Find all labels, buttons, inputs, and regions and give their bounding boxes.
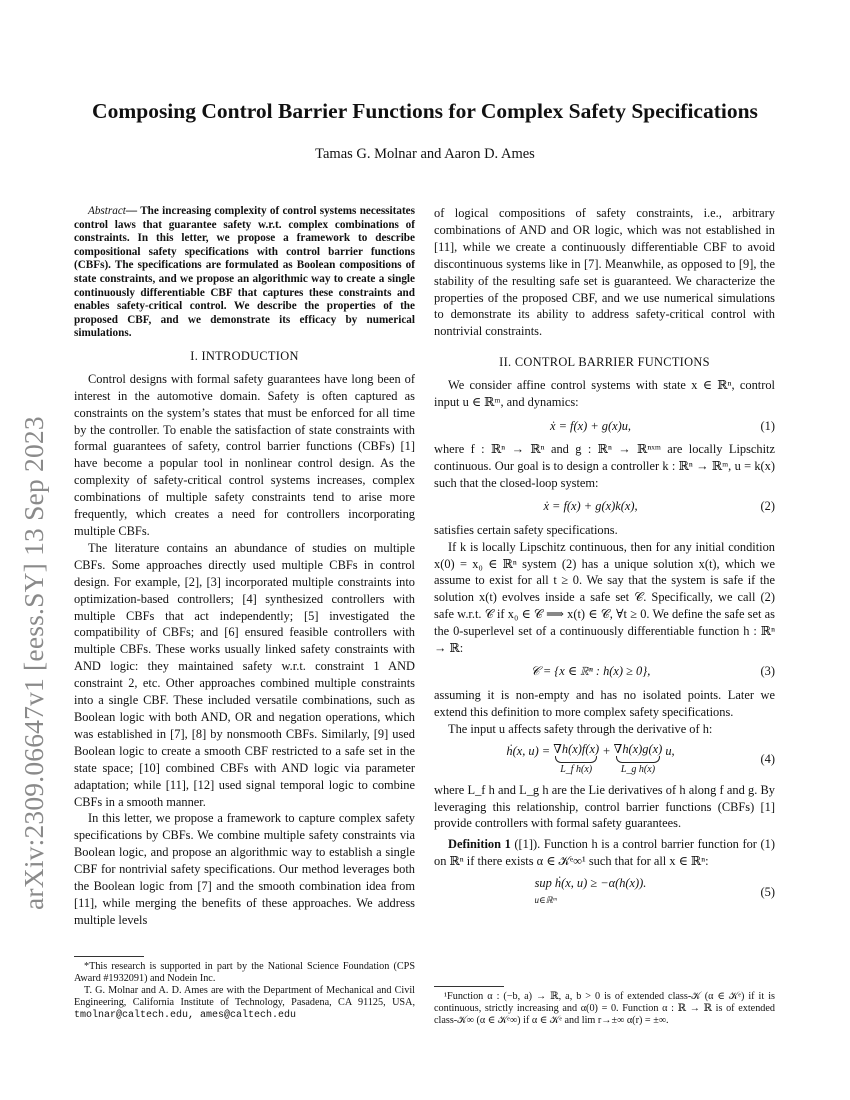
cbf-paragraph: assuming it is non-empty and has no isolated points. Later we extend this definition to more complex safety specifications.	[434, 687, 775, 719]
right-footnotes	[434, 980, 775, 1027]
equation-4-number: (4)	[760, 752, 775, 767]
cbf-paragraph: If k is locally Lipschitz continuous, then for any initial condition x(0) = x₀ ∈ ℝⁿ system (2) has a unique solution x(t), which we assume to exist for all t ≥ 0. We say that the system is safe if the solution x(t) evolves inside a safe set 𝒞. Specifically, we call (2) safe w.r.t. 𝒞 if x₀ ∈ 𝒞 ⟹ x(t) ∈ 𝒞, ∀t ≥ 0. We define the safe set as the 0-superlevel set of a continuously differentiable function h : ℝⁿ → ℝ:	[434, 539, 775, 656]
equation-3-number: (3)	[760, 664, 775, 679]
abstract-text: — The increasing complexity of control systems necessitates control laws that guarantee safety w.r.t. complex combinations of constraints. In this letter, we propose a framework to describe compositional safety specifications with control barrier functions (CBFs). The specifications are formulated as Boolean compositions of state constraints, and we propose an algorithmic way to create a single continuously differentiable CBF that captures these constraints and enables safety-critical control. We describe the properties of the proposed CBF, and we demonstrate its efficacy by numerical simulations.	[74, 205, 415, 340]
left-footnotes	[74, 950, 415, 1022]
cbf-paragraph: where f : ℝⁿ → ℝⁿ and g : ℝⁿ → ℝⁿˣᵐ are locally Lipschitz continuous. Our goal is to design a controller k : ℝⁿ → ℝᵐ, u = k(x) such that the closed-loop system:	[434, 441, 775, 490]
cbf-paragraph: satisfies certain safety specifications.	[434, 522, 618, 537]
footnote-rule	[434, 986, 504, 987]
arxiv-stamp: arXiv:2309.06647v1 [eess.SY] 13 Sep 2023	[18, 416, 49, 910]
equation-1-number: (1)	[760, 418, 775, 433]
left-column	[74, 205, 415, 929]
equation-5	[434, 870, 775, 914]
equation-1-body: ẋ = f(x) + g(x)u,	[549, 418, 632, 433]
intro-paragraph: Control designs with formal safety guarantees have long been of interest in the automotive domain. Safety is often captured as constraints on the system’s states that must be enforced for all time by the controller. To enable the satisfaction of state constraints with formal guarantees of safety, control barrier functions (CBFs) [1] have become a popular tool in nonlinear control design. As the complexity of safety-critical control systems increases, complex combinations of multiple safety constraints tend to arise more frequently, which creates a need for controllers incorporating multiple CBFs.	[74, 371, 415, 538]
section-heading-introduction: I. INTRODUCTION	[190, 348, 299, 363]
cbf-paragraph: The input u affects safety through the derivative of h:	[448, 721, 713, 736]
intro-continuation: of logical compositions of safety constraints, i.e., arbitrary combinations of AND and OR logic, which was not established in [11], while we create a continuously differentiable CBF to avoid discontinuous systems like in [7]. Meanwhile, as opposed to [9], the stability of the resulting safe set is guaranteed. We characterize the properties of the proposed CBF, and we use numerical simulations to demonstrate its ability to address safety-critical control with nontrivial constraints.	[434, 206, 775, 339]
equation-1	[434, 411, 775, 441]
paper-authors: Tamas G. Molnar and Aaron D. Ames	[315, 146, 535, 162]
section-heading-cbf: II. CONTROL BARRIER FUNCTIONS	[499, 355, 710, 370]
definition-1: Definition 1 ([1]). Function h is a control barrier function for (1) on ℝⁿ if there exists α ∈ 𝒦ᵉ∞¹ such that for all x ∈ ℝⁿ:	[434, 837, 775, 869]
equation-2-body: ẋ = f(x) + g(x)k(x),	[543, 499, 638, 514]
equation-5-number: (5)	[760, 884, 775, 899]
abstract	[74, 205, 415, 341]
class-k-footnote: ¹Function α : (−b, a) → ℝ, a, b > 0 is of extended class-𝒦 (α ∈ 𝒦ᵉ) if it is continuous, strictly increasing and α(0) = 0. Function α : ℝ → ℝ is of extended class-𝒦∞ (α ∈ 𝒦ᵉ∞) if α ∈ 𝒦ᵉ and lim r→±∞ α(r) = ±∞.	[434, 991, 775, 1027]
equation-2	[434, 492, 775, 522]
footnote-rule	[74, 956, 144, 957]
cbf-paragraph: where L_f h and L_g h are the Lie derivatives of h along f and g. By leveraging this relationship, control barrier functions (CBFs) [1] provide controllers with formal safety guarantees.	[434, 782, 775, 831]
lie-derivative-f: ∇h(x)f(x) L_f h(x)	[553, 742, 600, 776]
affiliation-footnote: T. G. Molnar and A. D. Ames are with the Department of Mechanical and Civil Engineering, California Institute of Technology, Pasadena, CA 91125, USA, tmolnar@caltech.edu, ames@caltech.edu	[74, 985, 415, 1022]
equation-2-number: (2)	[760, 499, 775, 514]
equation-4	[434, 738, 775, 782]
equation-5-body: sup ḣ(x, u) ≥ −α(h(x)). u∈ℝᵐ	[534, 876, 647, 906]
equation-4-body: ḣ(x, u) = ∇h(x)f(x) L_f h(x) + ∇h(x)g(x) L_g h(x) u,	[506, 742, 675, 776]
definition-label: Definition 1	[448, 837, 511, 852]
equation-3-body: 𝒞 = {x ∈ ℝⁿ : h(x) ≥ 0},	[530, 664, 651, 679]
cbf-paragraph: We consider affine control systems with state x ∈ ℝⁿ, control input u ∈ ℝᵐ, and dynamics:	[434, 378, 775, 410]
funding-footnote: *This research is supported in part by the National Science Foundation (CPS Award #1932091) and Nodein Inc.	[74, 961, 415, 985]
right-column	[434, 205, 775, 914]
intro-paragraph: The literature contains an abundance of studies on multiple CBFs. Some approaches directly used multiple CBFs in control design. For example, [2], [3] incorporated multiple constraints into optimization-based controllers; [4] synthesized controllers with multiple CBFs that act independently; [5] investigated the compatibility of CBFs; and [6] ensured feasible controllers with multiple CBFs. These works usually linked safety constraints with AND logic: they maintained safety w.r.t. constraint 1 AND constraint 2, etc. Other approaches combined multiple constraints into a single CBF. These included versatile combinations, such as Boolean logic with both AND, OR and negation operations, which was established in [7], [8] by nonsmooth CBFs. Similarly, [9] used Boolean logic to create a smooth CBF restricted to a safe set in the state space; [10] combined CBFs with AND logic via parameter adaptation; while [11], [12] used signal temporal logic to combine CBFs in a smooth manner.	[74, 540, 415, 809]
intro-paragraph: In this letter, we propose a framework to capture complex safety specifications by CBFs. We combine multiple safety constraints via Boolean logic, and propose an algorithmic way to establish a single CBF for nontrivial safety specifications. Our method leverages both the Boolean logic from [7] and the smooth combination idea from [11], while merging the benefits of these approaches. We address multiple levels	[74, 811, 415, 927]
abstract-label: Abstract	[88, 205, 126, 217]
author-emails: tmolnar@caltech.edu, ames@caltech.edu	[74, 1010, 297, 1022]
equation-3	[434, 657, 775, 687]
lie-derivative-g: ∇h(x)g(x) L_g h(x)	[613, 742, 663, 776]
paper-title: Composing Control Barrier Functions for Complex Safety Specifications	[92, 99, 758, 123]
